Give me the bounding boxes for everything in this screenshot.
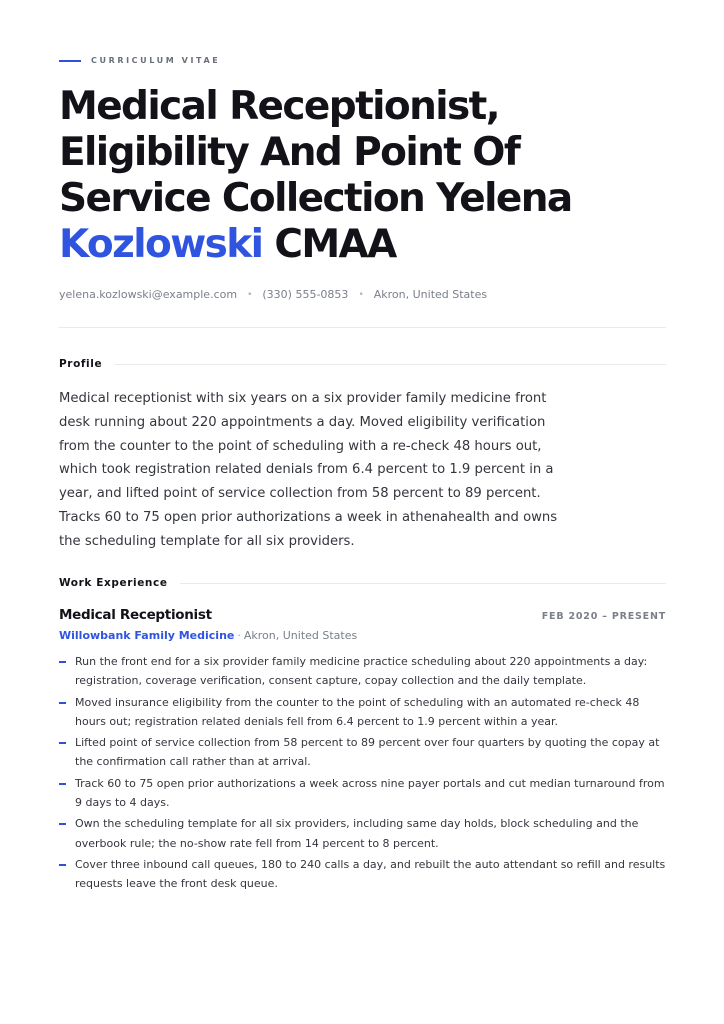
list-item xyxy=(59,814,666,852)
job-dates: FEB 2020 – PRESENT xyxy=(541,611,666,622)
bullet-text: Lifted point of service collection from 58 percent to 89 percent over four quarters by quoting the copay at the confirmation call rather than at arrival. xyxy=(75,736,660,769)
bullet-text: Track 60 to 75 open prior authorizations a week across nine payer portals and cut median turnaround from 9 days to 4 days. xyxy=(75,776,665,809)
title-suffix: CMAA xyxy=(262,222,396,267)
bullet-dash-icon xyxy=(59,661,66,663)
bullet-dash-icon xyxy=(59,823,66,825)
bullet-dash-icon xyxy=(59,742,66,744)
job-title: Medical Receptionist xyxy=(59,607,212,623)
bullet-text: Moved insurance eligibility from the counter to the point of scheduling with an automated re-check 48 hours out; registration related denials fell from 6.4 percent to 1.9 percent within a year. xyxy=(75,695,640,728)
section-divider xyxy=(114,364,666,365)
list-item xyxy=(59,693,666,731)
job-header xyxy=(59,607,666,623)
section-divider xyxy=(180,583,666,584)
profile-heading: Profile xyxy=(59,358,103,370)
employer-separator: · xyxy=(237,629,241,642)
contact-separator: • xyxy=(247,289,253,300)
resume-page xyxy=(59,0,666,1024)
experience-heading: Work Experience xyxy=(59,577,168,589)
profile-summary: Medical receptionist with six years on a six provider family medicine front desk running about 220 appointments a day. Moved eligibility verification from the counter to the point of scheduling with a re-check 48 hours out, which took registration related denials from 6.4 percent to 1.9 percent in a year, and lifted point of service collection from 58 percent to 89 percent. Tracks 60 to 75 open prior authorizations a week in athenahealth and owns the scheduling template for all six providers. xyxy=(59,391,558,549)
title-surname: Kozlowski xyxy=(59,222,263,267)
eyebrow-label: CURRICULUM VITAE xyxy=(91,56,221,65)
eyebrow xyxy=(59,56,220,65)
contact-location: Akron, United States xyxy=(373,288,488,301)
contact-separator: • xyxy=(358,289,364,300)
bullet-text: Cover three inbound call queues, 180 to 240 calls a day, and rebuilt the auto attendant so refill and results requests leave the front desk queue. xyxy=(75,857,666,891)
list-item xyxy=(59,774,666,812)
job-employer: Willowbank Family Medicine xyxy=(59,629,235,642)
bullet-text: Own the scheduling template for all six providers, including same day holds, block scheduling and the overbook rule; the no-show rate fell from 14 percent to 8 percent. xyxy=(75,817,639,850)
job-employer-line xyxy=(59,629,357,642)
bullet-text: Run the front end for a six provider family medicine practice scheduling about 220 appointments a day: registration, coverage verification, consent capture, copay collection and the daily template. xyxy=(75,655,648,688)
contact-email[interactable]: yelena.kozlowski@example.com xyxy=(59,288,238,301)
contact-line xyxy=(59,288,487,301)
job-location: Akron, United States xyxy=(243,629,358,642)
eyebrow-accent-line xyxy=(59,60,81,62)
header-divider xyxy=(59,327,666,328)
profile-section-header xyxy=(59,358,666,370)
list-item xyxy=(59,733,666,771)
list-item xyxy=(59,855,666,893)
list-item xyxy=(59,652,666,690)
title-main: Medical Receptionist, Eligibility And Point Of Service Collection Yelena xyxy=(59,84,572,221)
bullet-dash-icon xyxy=(59,702,66,704)
contact-phone[interactable]: (330) 555-0853 xyxy=(262,288,349,301)
experience-section-header xyxy=(59,577,666,589)
bullet-dash-icon xyxy=(59,864,66,866)
job-bullets xyxy=(59,652,666,896)
bullet-dash-icon xyxy=(59,783,66,785)
resume-title xyxy=(59,84,666,268)
